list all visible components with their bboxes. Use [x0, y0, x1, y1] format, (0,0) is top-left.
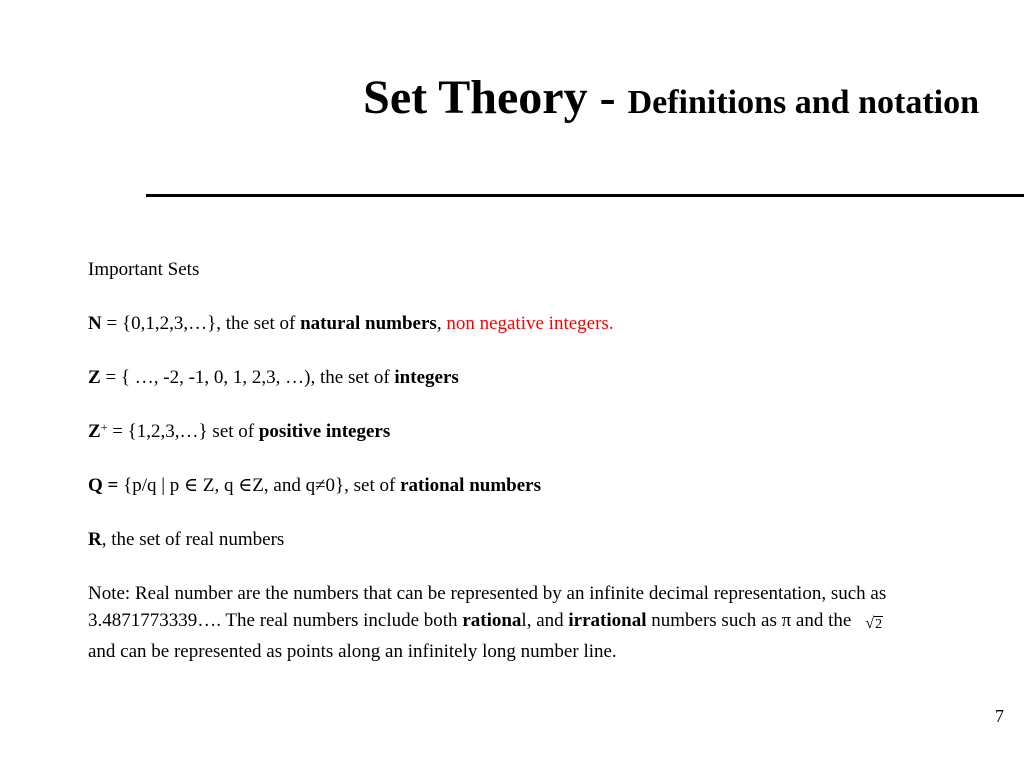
- set-q-line: [88, 472, 898, 499]
- set-zplus-definition: = {1,2,3,…} set of: [107, 421, 259, 442]
- note-paragraph: [88, 580, 898, 665]
- set-n-line: [88, 310, 898, 337]
- note-rational-term: rationa: [462, 610, 522, 631]
- sqrt-sign: √: [865, 615, 875, 632]
- set-z-symbol: Z: [88, 367, 101, 388]
- set-r-line: [88, 526, 898, 553]
- set-z-term: integers: [394, 367, 459, 388]
- set-q-symbol: Q =: [88, 475, 119, 496]
- slide-title: [363, 70, 979, 125]
- slide-content: [88, 256, 898, 665]
- set-q-term: rational numbers: [400, 475, 542, 496]
- note-text-2: l, and: [521, 610, 569, 631]
- set-n-definition: = {0,1,2,3,…}, the set of: [101, 313, 301, 334]
- title-main: Set Theory -: [363, 71, 628, 124]
- note-text-3: numbers such as π and the: [646, 610, 852, 631]
- set-n-separator: ,: [436, 313, 447, 334]
- sqrt-two-formula: [865, 610, 883, 638]
- set-z-definition: = { …, -2, -1, 0, 1, 2,3, …), the set of: [100, 367, 395, 388]
- important-sets-heading: Important Sets: [88, 259, 200, 280]
- note-text-1: Note: Real number are the numbers that can be represented by an infinite decimal representation, such as 3.4871773339…. The real numbers include both: [88, 583, 887, 631]
- set-r-definition: , the set of real numbers: [101, 529, 285, 550]
- set-zplus-superscript: +: [100, 420, 108, 434]
- set-zplus-line: [88, 418, 898, 445]
- set-n-note: non negative integers.: [446, 313, 614, 334]
- set-r-symbol: R: [88, 529, 102, 550]
- set-q-definition: {p/q | p ∈ Z, q ∈Z, and q≠0}, set of: [118, 475, 401, 496]
- note-irrational-term: irrational: [568, 610, 647, 631]
- sqrt-radicand: 2: [875, 617, 883, 632]
- set-zplus-term: positive integers: [258, 421, 391, 442]
- title-divider: [146, 194, 1024, 197]
- title-subtitle: Definitions and notation: [627, 84, 979, 121]
- set-zplus-symbol: Z: [88, 421, 101, 442]
- set-n-term: natural numbers: [300, 313, 437, 334]
- note-text-4: and can be represented as points along an infinitely long number line.: [88, 641, 617, 662]
- set-z-line: [88, 364, 898, 391]
- page-number: 7: [995, 706, 1004, 726]
- set-n-symbol: N: [88, 313, 102, 334]
